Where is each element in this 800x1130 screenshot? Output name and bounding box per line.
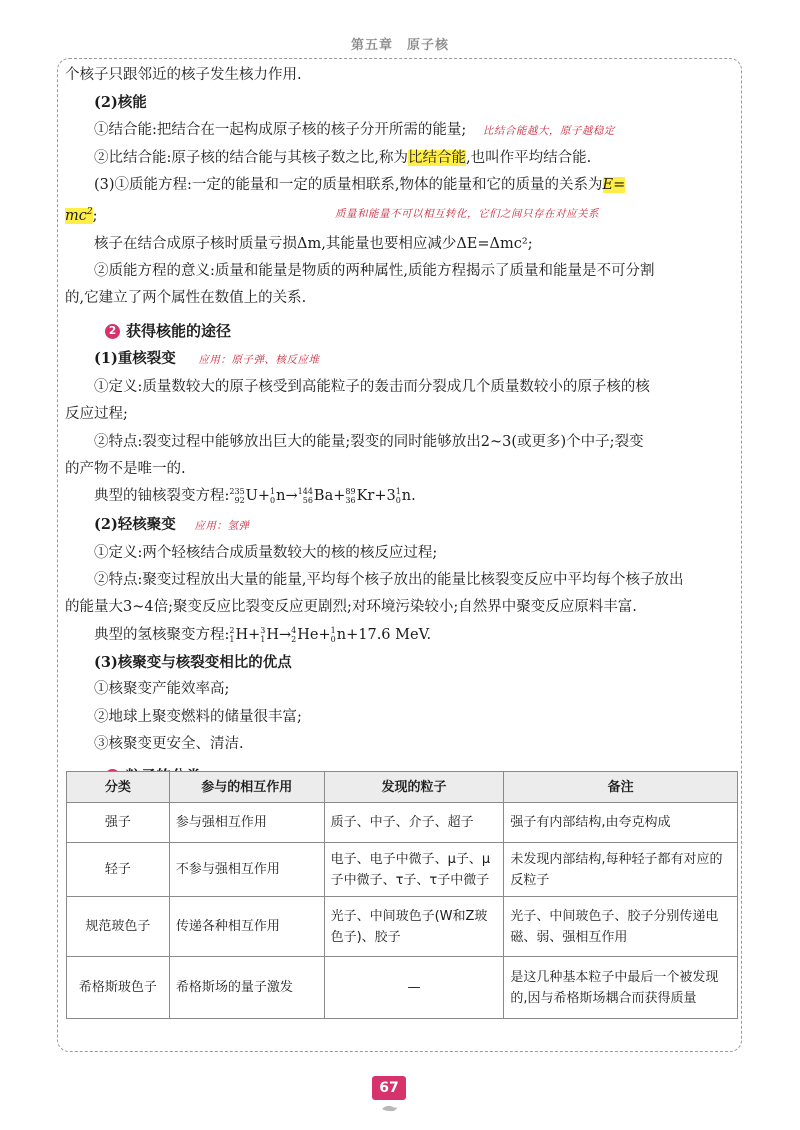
binding-item-2-pre: ②比结合能:原子核的结合能与其核子数之比,称为 (94, 149, 408, 166)
binding-item-3 (65, 172, 737, 199)
leaf-ornament-icon (381, 1104, 399, 1112)
main-content (65, 62, 737, 791)
fission-def-2: 反应过程; (65, 406, 128, 423)
section-2-heading (65, 317, 737, 345)
fusion-eq-label: 典型的氢核聚变方程: (94, 626, 230, 643)
table-cell-category: 轻子 (67, 843, 170, 897)
meaning-line-1: ②质能方程的意义:质量和能量是物质的两种属性,质能方程揭示了质量和能量是不可分割 (94, 262, 655, 279)
binding-item-1 (65, 117, 737, 145)
fusion-equation (65, 622, 737, 649)
fusion-heading: (2)轻核聚变 (94, 515, 176, 533)
table-cell-particles: 光子、中间玻色子(W和Z玻色子)、胶子 (324, 897, 504, 957)
table-row (67, 803, 738, 843)
highlight-specific-binding-energy: 比结合能 (408, 149, 466, 166)
table-cell-interaction: 参与强相互作用 (169, 803, 324, 843)
handwritten-note-1: 比结合能越大，原子越稳定 (482, 124, 615, 137)
table-cell-note: 是这几种基本粒子中最后一个被发现的,因与希格斯场耦合而获得质量 (504, 957, 738, 1019)
table-header: 发现的粒子 (324, 772, 504, 803)
table-cell-interaction: 不参与强相互作用 (169, 843, 324, 897)
table-cell-category: 希格斯玻色子 (67, 957, 170, 1019)
table-cell-particles: — (324, 957, 504, 1019)
advantage-1: ①核聚变产能效率高; (94, 681, 230, 698)
advantage-2: ②地球上聚变燃料的储量很丰富; (94, 708, 302, 725)
table-row (67, 897, 738, 957)
intro-line: 个核子只跟邻近的核子发生核力作用. (65, 67, 302, 83)
mass-defect-line: 核子在结合成原子核时质量亏损Δm,其能量也要相应减少ΔE=Δmc²; (94, 235, 533, 252)
mc-sup: 2 (86, 207, 93, 218)
fission-feat-2: 的产物不是唯一的. (65, 460, 186, 477)
fusion-formula: 2 1 H+ 3 1 H→ 4 2 He+ 1 0 n+17.6 MeV. (229, 625, 432, 644)
chapter-header: 第五章 原子核 (350, 38, 449, 53)
handwritten-fission-note: 应用：原子弹、核反应堆 (198, 353, 320, 366)
binding-item-3-cont (65, 199, 737, 230)
fusion-feat-2: 的能量大3~4倍;聚变反应比裂变反应更剧烈;对环境污染较小;自然界中聚变反应原料丰富. (65, 599, 637, 616)
fission-def-1: ①定义:质量数较大的原子核受到高能粒子的轰击而分裂成几个质量数较小的原子核的核 (94, 379, 650, 396)
meaning-line-2: 的,它建立了两个属性在数值上的关系. (65, 290, 307, 307)
compare-heading: (3)核聚变与核裂变相比的优点 (94, 654, 292, 672)
table-cell-category: 强子 (67, 803, 170, 843)
binding-item-3-pre: (3)①质能方程:一定的能量和一定的质量相联系,物体的能量和它的质量的关系为 (94, 177, 603, 194)
section-2-title-wrap (105, 318, 231, 345)
table-row (67, 957, 738, 1019)
table-cell-category: 规范玻色子 (67, 897, 170, 957)
fission-formula: 235 92 U+ 1 0 n→ 144 56 Ba+ 89 36 Kr+3 1 0 n. (229, 487, 416, 506)
table-cell-note: 未发现内部结构,每种轻子都有对应的反粒子 (504, 843, 738, 897)
binding-item-2 (65, 145, 737, 172)
binding-item-2-post: ,也叫作平均结合能. (466, 149, 592, 166)
table-row (67, 843, 738, 897)
table-cell-interaction: 希格斯场的量子激发 (169, 957, 324, 1019)
fission-feat-1: ②特点:裂变过程中能够放出巨大的能量;裂变的同时能够放出2~3(或更多)个中子;裂变 (94, 433, 644, 450)
mc-text: mc (65, 208, 87, 225)
binding-item-1-text: ①结合能:把结合在一起构成原子核的核子分开所需的能量; (94, 121, 467, 138)
table-header-row (67, 772, 738, 803)
table-cell-particles: 质子、中子、介子、超子 (324, 803, 504, 843)
handwritten-note-2: 质量和能量不可以相互转化，它们之间只存在对应关系 (335, 208, 599, 221)
binding-heading: (2)核能 (94, 94, 147, 112)
fusion-energy: +17.6 MeV. (346, 626, 432, 643)
table-cell-interaction: 传递各种相互作用 (169, 897, 324, 957)
advantage-3: ③核聚变更安全、清洁. (94, 735, 244, 752)
fission-heading-line (65, 345, 737, 374)
fission-heading: (1)重核裂变 (94, 349, 176, 367)
page-number: 67 (372, 1076, 406, 1100)
table-header: 参与的相互作用 (169, 772, 324, 803)
highlight-mc2 (65, 208, 93, 224)
highlight-e-equals: E= (602, 177, 626, 194)
binding-item-3-end: ; (92, 208, 98, 225)
handwritten-fusion-note: 应用：氢弹 (194, 519, 250, 532)
fusion-feat-1: ②特点:聚变过程放出大量的能量,平均每个核子放出的能量比核裂变反应中平均每个核子放出 (94, 572, 684, 589)
table-cell-particles: 电子、电子中微子、μ子、μ子中微子、τ子、τ子中微子 (324, 843, 504, 897)
fusion-def: ①定义:两个轻核结合成质量数较大的核的核反应过程; (94, 544, 438, 561)
table-cell-note: 光子、中间玻色子、胶子分别传递电磁、弱、强相互作用 (504, 897, 738, 957)
particle-table (66, 771, 738, 1019)
fission-equation (65, 483, 737, 510)
section-2-title: 获得核能的途径 (126, 321, 232, 340)
table-cell-note: 强子有内部结构,由夸克构成 (504, 803, 738, 843)
section-2-number: 2 (105, 324, 120, 339)
table-header: 分类 (67, 772, 170, 803)
table-header: 备注 (504, 772, 738, 803)
fusion-heading-line (65, 511, 737, 540)
fission-eq-label: 典型的铀核裂变方程: (94, 488, 230, 505)
